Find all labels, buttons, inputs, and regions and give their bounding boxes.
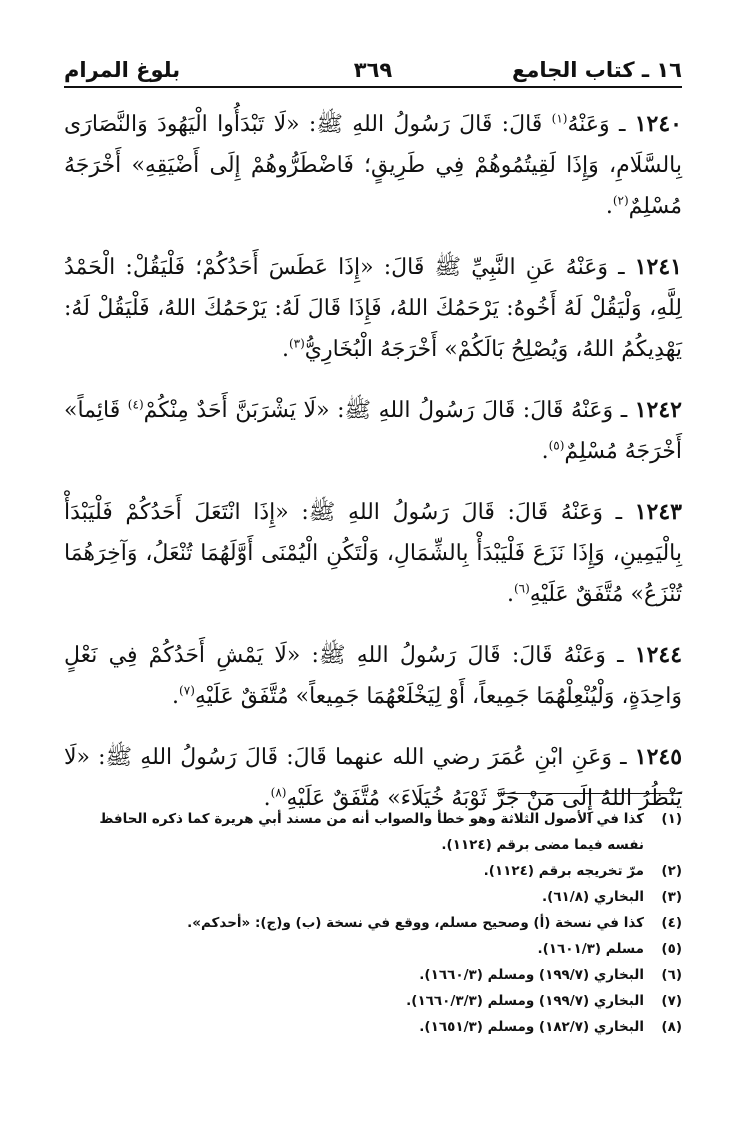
footnote-ref[interactable]: (٣) bbox=[288, 336, 305, 351]
hadith-tail: . bbox=[506, 582, 514, 607]
footnote-text: مسلم (١٦٠١/٣). bbox=[537, 941, 644, 957]
hadith-text: ـ وَعَنِ ابْنِ عُمَرَ رضي الله عنهما قَالَ: قَالَ رَسُولُ اللهِ ﷺ: «لَا يَنْظُرُ اللهُ إِلَى مَنْ جَرَّ ثَوْبَهُ خُيَلَاءَ» مُتَّفَقٌ عَلَيْهِ bbox=[64, 745, 682, 811]
hadith-text-cont: قَالَ: قَالَ رَسُولُ اللهِ ﷺ: «لَا تَبْدَأُوا الْيَهُودَ وَالنَّصَارَى بِالسَّلَامِ، وَإِذَا لَقِيتُمُوهُمْ فِي طَرِيقٍ؛ فَاضْطَرُّوهُمْ إِلَى أَضْيَقِهِ» أَخْرَجَهُ مُسْلِمٌ bbox=[64, 112, 682, 219]
hadith-number: ١٢٤٣ bbox=[634, 499, 682, 525]
footnote-label: (٥) bbox=[661, 941, 682, 957]
hadith-list bbox=[64, 104, 682, 839]
hadith-1241 bbox=[64, 247, 682, 370]
hadith-tail: . bbox=[281, 337, 289, 362]
footnote-label: (٢) bbox=[661, 863, 682, 879]
header-divider bbox=[64, 86, 682, 88]
footnote-item bbox=[64, 1014, 682, 1040]
footnote-ref[interactable]: (٧) bbox=[179, 683, 195, 698]
hadith-number: ١٢٤١ bbox=[634, 254, 682, 280]
hadith-text: ـ وَعَنْهُ عَنِ النَّبِيِّ ﷺ قَالَ: «إِذَا عَطَسَ أَحَدُكُمْ؛ فَلْيَقُلْ: الْحَمْدُ لِلَّهِ، وَلْيَقُلْ لَهُ أَخُوهُ: يَرْحَمُكَ اللهُ، فَإِذَا قَالَ لَهُ: يَرْحَمُكَ اللهُ، فَلْيَقُلْ لَهُ: يَهْدِيكُمُ اللهُ، وَيُصْلِحُ بَالَكُمْ» أَخْرَجَهُ الْبُخَارِيُّ bbox=[64, 255, 682, 362]
footnote-label: (٨) bbox=[661, 1019, 682, 1035]
footnote-ref[interactable]: (٥) bbox=[548, 438, 565, 453]
page-header bbox=[64, 50, 682, 90]
footnote-ref[interactable]: (٤) bbox=[127, 397, 144, 412]
footnote-label: (٦) bbox=[661, 967, 682, 983]
hadith-number: ١٢٤٥ bbox=[634, 744, 683, 770]
hadith-tail: . bbox=[541, 439, 549, 464]
hadith-1240 bbox=[64, 104, 682, 227]
hadith-text-cont: قَائِماً» أَخْرَجَهُ مُسْلِمٌ bbox=[64, 398, 682, 464]
footnote-text: كذا في الأصول الثلاثة وهو خطأ والصواب أنه من مسند أبي هريرة كما ذكره الحافظ نفسه فيما مضى برقم (١١٢٤). bbox=[99, 811, 644, 853]
chapter-title: ١٦ ـ كتاب الجامع bbox=[512, 58, 682, 82]
footnote-item bbox=[64, 988, 682, 1014]
hadith-tail: . bbox=[172, 684, 180, 709]
hadith-text: ـ وَعَنْهُ قَالَ: قَالَ رَسُولُ اللهِ ﷺ: «لَا يَمْشِ أَحَدُكُمْ فِي نَعْلٍ وَاحِدَةٍ، وَلْيُنْعِلْهُمَا جَمِيعاً، أَوْ لِيَخْلَعْهُمَا جَمِيعاً» مُتَّفَقٌ عَلَيْهِ bbox=[64, 643, 682, 709]
footnote-ref[interactable]: (٢) bbox=[612, 193, 629, 208]
hadith-tail: . bbox=[263, 786, 271, 811]
footnote-item bbox=[64, 936, 682, 962]
footnote-divider bbox=[497, 793, 682, 794]
hadith-tail: . bbox=[605, 194, 613, 219]
hadith-1242 bbox=[64, 390, 682, 472]
footnote-ref[interactable]: (١) bbox=[551, 111, 568, 126]
footnote-text: البخاري (١٩٩/٧) ومسلم (١٦٦٠/٣/٣). bbox=[406, 993, 644, 1009]
footnote-ref[interactable]: (٨) bbox=[270, 785, 287, 800]
page-number: ٣٦٩ bbox=[353, 58, 393, 82]
hadith-1243 bbox=[64, 492, 682, 615]
footnote-item bbox=[64, 910, 682, 936]
hadith-number: ١٢٤٠ bbox=[634, 111, 682, 137]
footnote-text: البخاري (١٩٩/٧) ومسلم (١٦٦٠/٣). bbox=[419, 967, 644, 983]
hadith-1244 bbox=[64, 635, 682, 717]
hadith-text: ـ وَعَنْهُ قَالَ: قَالَ رَسُولُ اللهِ ﷺ: «لَا يَشْرَبَنَّ أَحَدٌ مِنْكُمْ bbox=[143, 398, 628, 423]
footnote-text: كذا في نسخة (أ) وصحيح مسلم، ووقع في نسخة (ب) و(ج): «أحدكم». bbox=[187, 915, 644, 931]
footnote-label: (١) bbox=[661, 811, 682, 827]
footnote-text: البخاري (٦١/٨). bbox=[542, 889, 644, 905]
book-title: بلوغ المرام bbox=[64, 58, 181, 82]
hadith-text: ـ وَعَنْهُ bbox=[567, 112, 626, 137]
footnote-label: (٧) bbox=[661, 993, 682, 1009]
footnote-text: البخاري (١٨٢/٧) ومسلم (١٦٥١/٣). bbox=[419, 1019, 644, 1035]
footnotes bbox=[64, 806, 682, 1040]
footnote-label: (٤) bbox=[661, 915, 682, 931]
hadith-number: ١٢٤٢ bbox=[634, 397, 682, 423]
footnote-item bbox=[64, 884, 682, 910]
footnote-ref[interactable]: (٦) bbox=[513, 581, 530, 596]
hadith-number: ١٢٤٤ bbox=[634, 642, 683, 668]
footnote-text: مرّ تخريجه برقم (١١٢٤). bbox=[483, 863, 644, 879]
footnote-item bbox=[64, 806, 682, 858]
hadith-text: ـ وَعَنْهُ قَالَ: قَالَ رَسُولُ اللهِ ﷺ: «إِذَا انْتَعَلَ أَحَدُكُمْ فَلْيَبْدَأْ بِالْيَمِينِ، وَإِذَا نَزَعَ فَلْيَبْدَأْ بِالشِّمَالِ، وَلْتَكُنِ الْيُمْنَى أَوَّلَهُمَا تُنْعَلُ، وَآخِرَهُمَا تُنْزَعُ» مُتَّفَقٌ عَلَيْهِ bbox=[64, 500, 682, 607]
footnote-label: (٣) bbox=[661, 889, 682, 905]
footnote-item bbox=[64, 858, 682, 884]
footnote-item bbox=[64, 962, 682, 988]
